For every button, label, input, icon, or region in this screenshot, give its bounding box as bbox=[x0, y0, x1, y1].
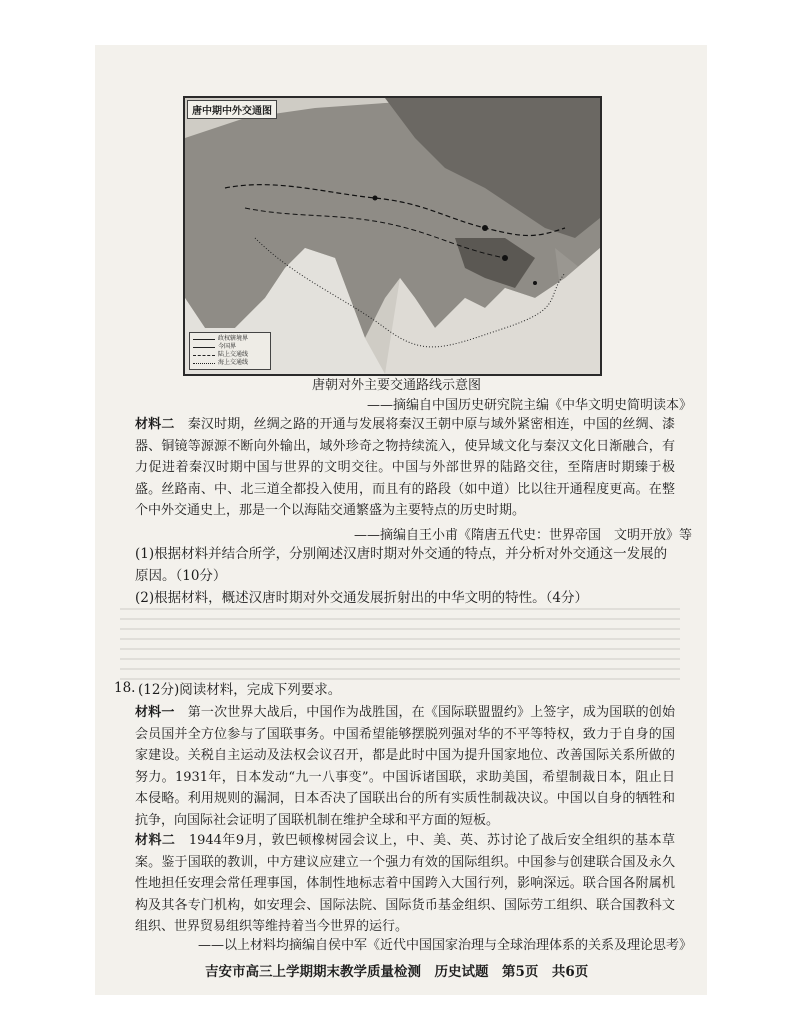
legend-label: 陆上交通线 bbox=[218, 351, 249, 358]
material-label: 材料二 bbox=[135, 833, 176, 848]
q18-heading: (12分)阅读材料，完成下列要求。 bbox=[138, 682, 342, 698]
map-title: 唐中期中外交通图 bbox=[187, 100, 277, 119]
legend-label: 今国界 bbox=[218, 343, 237, 350]
legend-label: 政权辖境界 bbox=[218, 335, 249, 342]
q17-material2-source: ——摘编自王小甫《隋唐五代史：世界帝国 文明开放》等 bbox=[353, 528, 692, 543]
material-text: 秦汉时期，丝绸之路的开通与发展将秦汉王朝中原与域外紧密相连，中国的丝绸、漆器、铜镜等源源不断向外输出，域外珍奇之物持续流入，使异域文化与秦汉文化日渐融合，有力促进着秦汉时期中国与世界的文明交往。中国与外部世界的陆路交往，至隋唐时期臻于极盛。丝路南、中、北三道全都投入使用，而且有的路段（如中道）比以往开通程度更高。在整个中外交通史上，那是一个以海陆交通繁盛为主要特点的历史时期。 bbox=[135, 417, 675, 518]
map-caption: 唐朝对外主要交通路线示意图 bbox=[312, 378, 482, 393]
map-legend bbox=[189, 332, 271, 370]
q17-question2: (2)根据材料，概述汉唐时期对外交通发展折射出的中华文明的特性。（4分） bbox=[135, 590, 588, 606]
material-label: 材料一 bbox=[135, 705, 175, 720]
q17-question1: (1)根据材料并结合所学，分别阐述汉唐时期对外交通的特点，并分析对外交通这一发展的原因。（10分） bbox=[135, 546, 668, 584]
map-source: ——摘编自中国历史研究院主编《中华文明史简明读本》 bbox=[366, 398, 692, 413]
material-text: 第一次世界大战后，中国作为战胜国，在《国际联盟盟约》上签字，成为国联的创始会员国并全方位参与了国联事务。中国希望能够摆脱列强对华的不平等特权，致力于自身的国家建设。关税自主运动及法权会议召开，都是此时中国为提升国家地位、改善国际关系所做的努力。1931年，日本发动“九一八事变”。中国诉诸国联，求助美国，希望制裁日本，阻止日本侵略。利用规则的漏洞，日本否决了国联出台的所有实质性制裁决议。中国以自身的牺牲和抗争，向国际社会证明了国联机制在维护全球和平方面的短板。 bbox=[135, 705, 675, 828]
q18-source: ——以上材料均摘编自侯中军《近代中国国家治理与全球治理体系的关系及理论思考》 bbox=[197, 938, 692, 953]
tang-trade-route-map bbox=[183, 96, 602, 376]
page-footer: 吉安市高三上学期期末教学质量检测 历史试题 第5页 共6页 bbox=[205, 964, 589, 980]
q18-number: 18. bbox=[114, 680, 136, 696]
legend-line-dashed bbox=[193, 355, 215, 356]
q18-material1 bbox=[135, 702, 675, 831]
legend-line-solid bbox=[193, 347, 215, 348]
q18-material2 bbox=[135, 830, 675, 938]
q17-material2 bbox=[135, 414, 675, 522]
material-label: 材料二 bbox=[135, 417, 175, 432]
bleed-through-text bbox=[120, 600, 680, 680]
legend-line-solid bbox=[193, 339, 215, 340]
material-text: 1944年9月，敦巴顿橡树园会议上，中、美、英、苏讨论了战后安全组织的基本草案。鉴于国联的教训，中方建议应建立一个强力有效的国际组织。中国参与创建联合国及永久性地担任安理会常任理事国，体制性地标志着中国跨入大国行列，影响深远。联合国各附属机构及其各专门机构，如安理会、国际法院、国际货币基金组织、国际劳工组织、联合国教科文组织、世界贸易组织等维持着当今世界的运行。 bbox=[135, 833, 675, 934]
legend-line-dotted bbox=[193, 363, 215, 364]
legend-label: 海上交通线 bbox=[218, 359, 249, 366]
